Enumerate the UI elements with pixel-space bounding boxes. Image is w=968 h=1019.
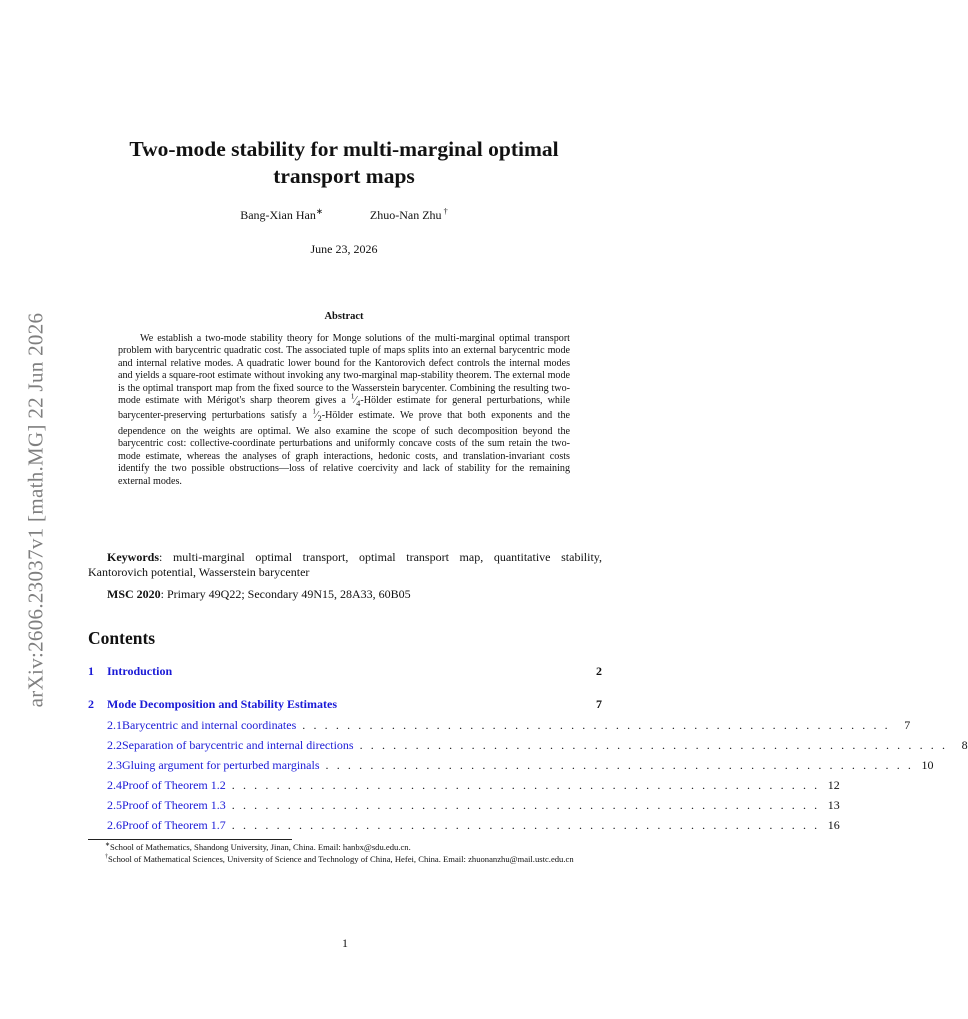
author-2 bbox=[370, 208, 448, 223]
footnote-2 bbox=[88, 854, 602, 865]
toc-entry-proof-theorem-1-2[interactable] bbox=[88, 778, 840, 794]
toc-page-number: 16 bbox=[827, 818, 840, 832]
toc-link[interactable]: Mode Decomposition and Stability Estimates bbox=[107, 697, 338, 711]
toc-leader-dots: . . . . . . . . . . . . . . . . . . . . . . . . . . . . . . . . . . . . . . . . . . . . . . . . . . . . . bbox=[325, 758, 914, 772]
toc-entry-barycentric-coordinates[interactable] bbox=[88, 718, 911, 734]
msc-classification bbox=[88, 587, 602, 602]
author-name: Bang-Xian Han bbox=[240, 208, 316, 222]
toc-leader-dots: . . . . . . . . . . . . . . . . . . . . . . . . . . . . . . . . . . . . . . . . . . . . . . . . . . . . . bbox=[359, 738, 948, 752]
toc-number: 2.1 bbox=[107, 718, 122, 732]
toc-page-number: 2 bbox=[596, 664, 602, 678]
toc-entry-introduction[interactable] bbox=[88, 664, 602, 680]
toc-leader-dots: . . . . . . . . . . . . . . . . . . . . . . . . . . . . . . . . . . . . . . . . . . . . . . . . . . . . . bbox=[231, 778, 820, 792]
msc-label: MSC 2020 bbox=[107, 587, 161, 601]
fraction-numerator: 1 bbox=[350, 392, 355, 401]
arxiv-identifier: arXiv:2606.23037v1 [math.MG] 22 Jun 2026 bbox=[23, 312, 48, 708]
abstract-text-2: -Hölder estimate for general perturbations, while barycenter-preserving perturbations satisfy a bbox=[118, 395, 570, 422]
keywords bbox=[88, 550, 602, 581]
toc-number: 1 bbox=[88, 664, 94, 678]
toc-number: 2.4 bbox=[107, 778, 122, 792]
toc-number: 2.5 bbox=[107, 798, 122, 812]
toc-link[interactable]: Introduction bbox=[107, 664, 173, 678]
author-footnote-mark[interactable]: ∗ bbox=[315, 207, 323, 216]
msc-text: : Primary 49Q22; Secondary 49N15, 28A33, 60B05 bbox=[160, 587, 411, 601]
toc-entry-gluing-argument[interactable] bbox=[88, 758, 934, 774]
toc-number: 2.3 bbox=[107, 758, 122, 772]
toc-entry-separation-directions[interactable] bbox=[88, 738, 968, 754]
toc-number: 2.6 bbox=[107, 818, 122, 832]
toc-leader-dots: . . . . . . . . . . . . . . . . . . . . . . . . . . . . . . . . . . . . . . . . . . . . . . . . . . . . . bbox=[302, 718, 891, 732]
keywords-text: : multi-marginal optimal transport, optimal transport map, quantitative stability, Kantorovich potential, Wasserstein barycenter bbox=[88, 550, 602, 580]
toc-link[interactable]: Proof of Theorem 1.3 bbox=[122, 798, 226, 812]
toc-link[interactable]: Barycentric and internal coordinates bbox=[122, 718, 297, 732]
abstract-text-1: We establish a two-mode stability theory for Monge solutions of the multi-marginal optimal transport problem with barycentric quadratic cost. The associated tuple of maps splits into an external barycentric mode and internal relative modes. A quadratic lower bound for the Kantorovich defect controls the internal modes and yields a square-root estimate without invoking any two-marginal map-stability theorem. The external mode is the optimal transport map from the fixed source to the Wasserstein barycenter. Combining the resulting two-mode estimate with Mérigot's sharp theorem gives a bbox=[118, 333, 570, 407]
toc-link[interactable]: Proof of Theorem 1.2 bbox=[122, 778, 226, 792]
fraction-numerator: 1 bbox=[312, 408, 316, 417]
footnote-text: School of Mathematical Sciences, University of Science and Technology of China, Hefei, China. Email: zhuonanzhu@mail.ustc.edu.cn bbox=[108, 854, 574, 864]
fraction-denominator: 4 bbox=[356, 399, 361, 409]
toc-page-number: 10 bbox=[921, 758, 934, 772]
toc-link[interactable]: Separation of barycentric and internal directions bbox=[122, 738, 354, 752]
paper-title bbox=[88, 136, 600, 190]
footnote-1 bbox=[88, 842, 602, 853]
author-list bbox=[88, 208, 600, 223]
author-name: Zhuo-Nan Zhu bbox=[369, 208, 442, 222]
arxiv-sidebar bbox=[20, 284, 52, 736]
toc-page-number: 7 bbox=[596, 697, 602, 711]
footnote-text: School of Mathematics, Shandong University, Jinan, China. Email: hanbx@sdu.edu.cn. bbox=[110, 842, 411, 852]
author-footnote-mark[interactable]: † bbox=[441, 207, 448, 216]
abstract-heading: Abstract bbox=[324, 311, 364, 322]
toc-number: 2.2 bbox=[107, 738, 122, 752]
footnote-mark: † bbox=[105, 854, 109, 861]
toc-page-number: 13 bbox=[827, 798, 840, 812]
toc-page-number: 8 bbox=[961, 738, 968, 752]
toc-link[interactable]: Gluing argument for perturbed marginals bbox=[122, 758, 320, 772]
toc-leader-dots: . . . . . . . . . . . . . . . . . . . . . . . . . . . . . . . . . . . . . . . . . . . . . . . . . . . . . bbox=[231, 798, 820, 812]
contents-heading: Contents bbox=[88, 628, 156, 648]
title-line-1: Two-mode stability for multi-marginal optimal bbox=[129, 137, 559, 161]
title-line-2: transport maps bbox=[273, 164, 415, 188]
keywords-label: Keywords bbox=[107, 550, 159, 564]
fraction-denominator: 2 bbox=[317, 414, 322, 424]
toc-link[interactable]: Proof of Theorem 1.7 bbox=[122, 818, 226, 832]
page-number: 1 bbox=[342, 936, 348, 950]
toc-entry-proof-theorem-1-3[interactable] bbox=[88, 798, 840, 814]
toc-leader-dots: . . . . . . . . . . . . . . . . . . . . . . . . . . . . . . . . . . . . . . . . . . . . . . . . . . . . . bbox=[231, 818, 820, 832]
toc-entry-mode-decomposition[interactable] bbox=[88, 697, 602, 713]
toc-page-number: 7 bbox=[904, 718, 911, 732]
abstract-body: We establish a two-mode stability theory for Monge solutions of the multi-marginal optimal transport problem with barycentric quadratic cost. The associated tuple of maps splits into an external barycentric mode and internal relative modes. A quadratic lower bound for the Kantorovich defect controls the internal modes and yields a square-root estimate without invoking any two-marginal map-stability theorem. The external mode is the optimal transport map from the fixed source to the Wasserstein barycenter. Combining the resulting two-mode estimate with Mérigot's sharp theorem gives a $^1⁄_4$-Hölder estimate for general perturbations, while barycenter-preserving perturbations satisfy a $^1⁄_2$-Hölder estimate. We prove that both exponents and the dependence on the weights are optimal. We also examine the scope of such decomposition beyond the barycentric cost: collective-coordinate perturbations and uniformly concave costs of the sum retain the two-mode estimate, whereas the analyses of graph interactions, hedonic costs, and translation-invariant costs identify the two possible obstructions—loss of relative coercivity and lack of stability for the remaining external modes. bbox=[118, 333, 570, 487]
footnote-mark: ∗ bbox=[105, 842, 111, 849]
toc-page-number: 12 bbox=[827, 778, 840, 792]
publication-date: June 23, 2026 bbox=[310, 242, 378, 256]
footnote-rule bbox=[88, 839, 292, 840]
toc-entry-proof-theorem-1-7[interactable] bbox=[88, 818, 840, 834]
author-1 bbox=[240, 208, 323, 223]
abstract-text-3: -Hölder estimate. We prove that both exponents and the dependence on the weights are optimal. We also examine the scope of such decomposition beyond the barycentric cost: collective-coordinate perturbations and uniformly concave costs of the sum retain the two-mode estimate, whereas the analyses of graph interactions, hedonic costs, and translation-invariant costs identify the two possible obstructions—loss of relative coercivity and lack of stability for the remaining external modes. bbox=[118, 410, 570, 487]
toc-number: 2 bbox=[88, 697, 94, 711]
